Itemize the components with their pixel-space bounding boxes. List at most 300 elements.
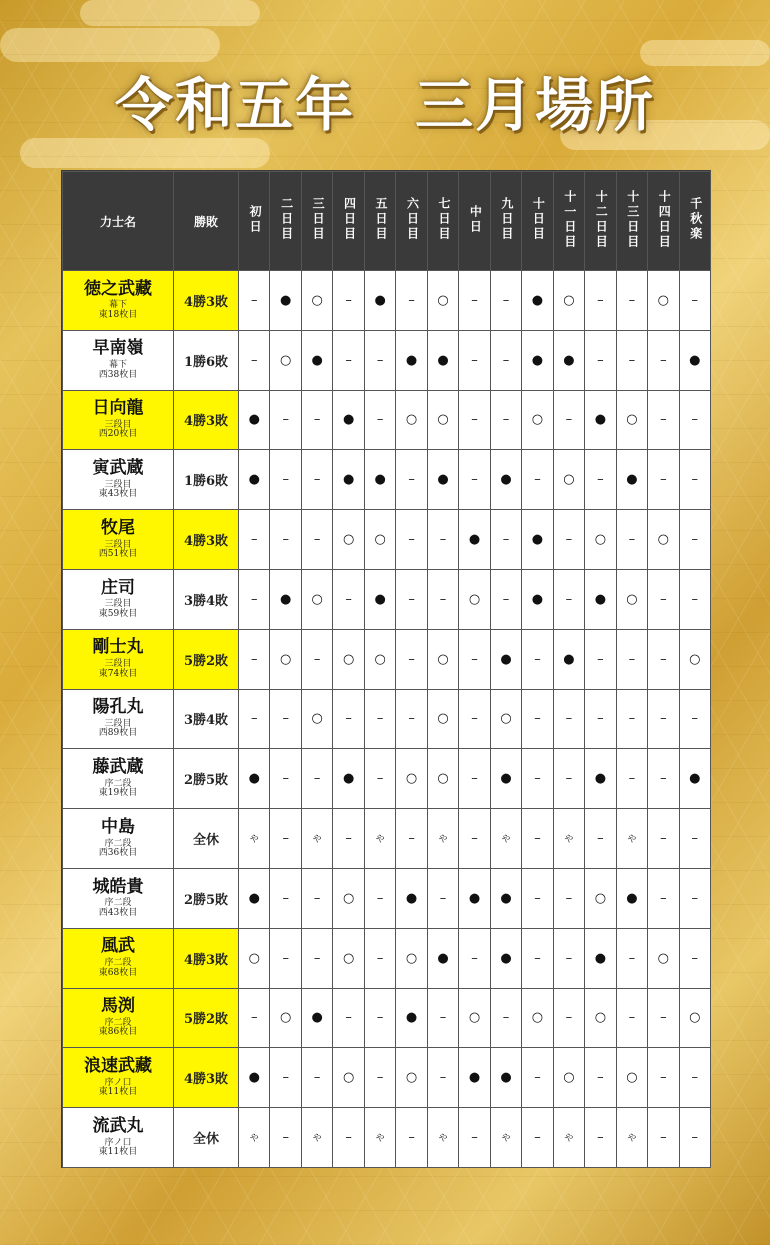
day-result-cell: –	[396, 510, 427, 570]
day-result-cell: ○	[333, 629, 364, 689]
day-result-cell: –	[459, 330, 490, 390]
day-result-cell: ○	[427, 749, 458, 809]
header-day-label: 九日目	[499, 197, 514, 242]
day-result-cell: –	[679, 689, 710, 749]
wrestler-name: 寅武蔵	[92, 457, 144, 478]
day-result-cell: –	[270, 390, 301, 450]
day-result-cell: ●	[239, 450, 270, 510]
day-result-cell: –	[648, 988, 679, 1048]
day-result-cell: –	[239, 569, 270, 629]
wrestler-rank: 西20枚目	[98, 429, 138, 440]
day-result-cell: –	[364, 330, 395, 390]
wrestler-cell	[63, 271, 174, 331]
day-result-cell: –	[616, 988, 647, 1048]
day-result-cell: ●	[490, 749, 521, 809]
wrestler-cell	[63, 629, 174, 689]
day-result-cell: –	[270, 749, 301, 809]
day-result-cell: –	[301, 390, 332, 450]
wrestler-division: 三段目	[104, 419, 132, 430]
header-day-11	[553, 172, 584, 271]
day-result-cell: ●	[490, 928, 521, 988]
day-result-cell: ○	[333, 510, 364, 570]
wrestler-division: 幕下	[108, 360, 127, 371]
wrestler-cell	[63, 1048, 174, 1108]
header-day-label: 七日目	[436, 197, 451, 242]
day-result-cell: や	[364, 809, 395, 869]
day-result-cell: –	[490, 569, 521, 629]
wrestler-name: 流武丸	[92, 1115, 144, 1136]
day-result-cell: –	[553, 390, 584, 450]
day-result-cell: ○	[364, 629, 395, 689]
wrestler-rank: 西36枚目	[98, 847, 138, 858]
record-cell: 4勝3敗	[174, 271, 239, 331]
wrestler-rank: 東11枚目	[98, 1146, 138, 1157]
day-result-cell: –	[585, 689, 616, 749]
wrestler-rank: 東43枚目	[98, 489, 138, 500]
day-result-cell: ●	[364, 450, 395, 510]
header-day-label: 初日	[248, 204, 263, 235]
day-result-cell: –	[333, 330, 364, 390]
record-cell: 4勝3敗	[174, 510, 239, 570]
header-day-label: 十一日目	[562, 189, 577, 250]
wrestler-rank: 東19枚目	[98, 788, 138, 799]
wrestler-division: 序ノ口	[104, 1077, 132, 1088]
day-result-cell: –	[333, 1108, 364, 1168]
wrestler-name: 牧尾	[101, 517, 135, 538]
wrestler-name: 藤武蔵	[92, 756, 144, 777]
table-body	[63, 271, 711, 1168]
day-result-cell: –	[522, 868, 553, 928]
header-day-7	[427, 172, 458, 271]
wrestler-division: 序二段	[104, 778, 132, 789]
day-result-cell: –	[553, 928, 584, 988]
day-result-cell: や	[239, 809, 270, 869]
wrestler-division: 序ノ口	[104, 1137, 132, 1148]
wrestler-cell	[63, 330, 174, 390]
header-day-4	[333, 172, 364, 271]
table-row	[63, 1108, 711, 1168]
wrestler-name: 風武	[101, 936, 135, 957]
record-cell: 3勝4敗	[174, 689, 239, 749]
wrestler-division: 序二段	[104, 898, 132, 909]
day-result-cell: –	[301, 928, 332, 988]
day-result-cell: ●	[616, 450, 647, 510]
day-result-cell: –	[333, 569, 364, 629]
wrestler-cell	[63, 928, 174, 988]
table-row	[63, 569, 711, 629]
day-result-cell: ●	[427, 450, 458, 510]
day-result-cell: ●	[427, 330, 458, 390]
header-day-15	[679, 172, 710, 271]
day-result-cell: ○	[239, 928, 270, 988]
wrestler-name: 日向龍	[92, 398, 144, 419]
day-result-cell: ○	[396, 1048, 427, 1108]
day-result-cell: ○	[427, 390, 458, 450]
day-result-cell: ○	[585, 510, 616, 570]
day-result-cell: ●	[396, 988, 427, 1048]
day-result-cell: –	[333, 988, 364, 1048]
wrestler-division: 三段目	[104, 659, 132, 670]
day-result-cell: ●	[553, 330, 584, 390]
day-result-cell: –	[459, 629, 490, 689]
day-result-cell: ○	[396, 928, 427, 988]
day-result-cell: や	[427, 1108, 458, 1168]
wrestler-name: 徳之武藏	[84, 278, 152, 299]
day-result-cell: –	[427, 1048, 458, 1108]
day-result-cell: ●	[364, 271, 395, 331]
header-day-12	[585, 172, 616, 271]
wrestler-name: 剛士丸	[92, 637, 144, 658]
header-day-label: 十二日目	[594, 189, 609, 250]
day-result-cell: –	[585, 450, 616, 510]
day-result-cell: –	[396, 450, 427, 510]
day-result-cell: –	[679, 450, 710, 510]
record-cell: 4勝3敗	[174, 928, 239, 988]
day-result-cell: ○	[427, 689, 458, 749]
day-result-cell: –	[553, 749, 584, 809]
day-result-cell: ●	[585, 569, 616, 629]
day-result-cell: –	[585, 330, 616, 390]
day-result-cell: –	[648, 569, 679, 629]
header-day-10	[522, 172, 553, 271]
day-result-cell: –	[239, 629, 270, 689]
day-result-cell: –	[301, 749, 332, 809]
day-result-cell: ●	[522, 271, 553, 331]
day-result-cell: –	[301, 868, 332, 928]
day-result-cell: ○	[301, 569, 332, 629]
day-result-cell: –	[396, 271, 427, 331]
day-result-cell: –	[648, 450, 679, 510]
day-result-cell: –	[553, 569, 584, 629]
day-result-cell: ●	[396, 868, 427, 928]
day-result-cell: ●	[239, 868, 270, 928]
table-row	[63, 928, 711, 988]
day-result-cell: –	[490, 510, 521, 570]
day-result-cell: ●	[522, 330, 553, 390]
day-result-cell: –	[239, 330, 270, 390]
day-result-cell: ○	[333, 868, 364, 928]
day-result-cell: –	[522, 1108, 553, 1168]
page-title: 令和五年 三月場所	[114, 71, 655, 139]
wrestler-name: 庄司	[101, 577, 135, 598]
day-result-cell: –	[679, 510, 710, 570]
day-result-cell: –	[396, 629, 427, 689]
day-result-cell: –	[490, 330, 521, 390]
day-result-cell: –	[301, 510, 332, 570]
wrestler-division: 三段目	[104, 599, 132, 610]
day-result-cell: –	[333, 271, 364, 331]
wrestler-division: 幕下	[108, 300, 127, 311]
cloud-decoration	[20, 138, 270, 168]
day-result-cell: –	[616, 749, 647, 809]
day-result-cell: ○	[301, 271, 332, 331]
day-result-cell: –	[459, 809, 490, 869]
day-result-cell: –	[239, 510, 270, 570]
day-result-cell: ●	[239, 390, 270, 450]
day-result-cell: –	[585, 271, 616, 331]
header-day-label: 十三日目	[625, 189, 640, 250]
day-result-cell: –	[490, 390, 521, 450]
record-cell: 1勝6敗	[174, 330, 239, 390]
day-result-cell: ○	[648, 271, 679, 331]
table-row	[63, 450, 711, 510]
wrestler-cell	[63, 749, 174, 809]
day-result-cell: –	[616, 629, 647, 689]
wrestler-rank: 東11枚目	[98, 1087, 138, 1098]
day-result-cell: –	[301, 629, 332, 689]
day-result-cell: ●	[270, 271, 301, 331]
day-result-cell: –	[522, 928, 553, 988]
header-day-label: 十四日目	[657, 189, 672, 250]
day-result-cell: ○	[364, 510, 395, 570]
day-result-cell: ●	[459, 1048, 490, 1108]
day-result-cell: –	[648, 390, 679, 450]
day-result-cell: –	[364, 390, 395, 450]
day-result-cell: ●	[679, 330, 710, 390]
day-result-cell: –	[585, 629, 616, 689]
day-result-cell: ●	[396, 330, 427, 390]
day-result-cell: ●	[522, 510, 553, 570]
day-result-cell: –	[648, 868, 679, 928]
wrestler-cell	[63, 689, 174, 749]
day-result-cell: –	[459, 749, 490, 809]
day-result-cell: ○	[616, 569, 647, 629]
record-cell: 2勝5敗	[174, 868, 239, 928]
record-cell: 5勝2敗	[174, 629, 239, 689]
header-record-col: 勝敗	[174, 172, 239, 271]
day-result-cell: –	[459, 928, 490, 988]
day-result-cell: ○	[459, 988, 490, 1048]
day-result-cell: –	[522, 1048, 553, 1108]
day-result-cell: –	[459, 450, 490, 510]
day-result-cell: –	[427, 988, 458, 1048]
day-result-cell: ○	[648, 510, 679, 570]
header-day-14	[648, 172, 679, 271]
day-result-cell: ●	[333, 450, 364, 510]
day-result-cell: –	[585, 1048, 616, 1108]
day-result-cell: –	[364, 1048, 395, 1108]
header-day-2	[270, 172, 301, 271]
day-result-cell: –	[679, 1108, 710, 1168]
wrestler-cell	[63, 1108, 174, 1168]
wrestler-rank: 西38枚目	[98, 369, 138, 380]
header-day-8	[459, 172, 490, 271]
day-result-cell: –	[333, 689, 364, 749]
day-result-cell: –	[270, 1108, 301, 1168]
day-result-cell: ●	[522, 569, 553, 629]
day-result-cell: ●	[459, 510, 490, 570]
day-result-cell: ●	[553, 629, 584, 689]
day-result-cell: ○	[270, 629, 301, 689]
day-result-cell: –	[301, 1048, 332, 1108]
day-result-cell: –	[239, 271, 270, 331]
day-result-cell: ○	[490, 689, 521, 749]
header-day-label: 三日目	[311, 197, 326, 242]
day-result-cell: –	[270, 450, 301, 510]
day-result-cell: –	[364, 689, 395, 749]
record-cell: 4勝3敗	[174, 1048, 239, 1108]
day-result-cell: ●	[585, 928, 616, 988]
day-result-cell: –	[553, 868, 584, 928]
day-result-cell: ○	[679, 629, 710, 689]
wrestler-name: 馬渕	[101, 996, 135, 1017]
day-result-cell: ●	[427, 928, 458, 988]
wrestler-cell	[63, 569, 174, 629]
day-result-cell: ○	[270, 988, 301, 1048]
day-result-cell: –	[522, 629, 553, 689]
header-day-label: 四日目	[342, 197, 357, 242]
day-result-cell: ●	[270, 569, 301, 629]
table-row	[63, 988, 711, 1048]
wrestler-rank: 西89枚目	[98, 728, 138, 739]
day-result-cell: –	[396, 569, 427, 629]
day-result-cell: –	[522, 689, 553, 749]
results-table	[62, 171, 711, 1168]
day-result-cell: ●	[301, 330, 332, 390]
day-result-cell: ○	[585, 868, 616, 928]
header-name-col: 力士名	[63, 172, 174, 271]
day-result-cell: –	[616, 689, 647, 749]
wrestler-division: 三段目	[104, 539, 132, 550]
wrestler-name: 早南嶺	[92, 338, 144, 359]
table-row	[63, 689, 711, 749]
day-result-cell: –	[553, 510, 584, 570]
wrestler-name: 陽孔丸	[92, 697, 144, 718]
wrestler-rank: 東74枚目	[98, 668, 138, 679]
day-result-cell: –	[585, 809, 616, 869]
header-day-label: 二日目	[279, 197, 294, 242]
day-result-cell: –	[270, 689, 301, 749]
wrestler-rank: 東18枚目	[98, 309, 138, 320]
day-result-cell: –	[679, 928, 710, 988]
day-result-cell: ●	[490, 868, 521, 928]
day-result-cell: –	[679, 868, 710, 928]
header-day-label: 千秋楽	[688, 197, 703, 242]
table-row	[63, 390, 711, 450]
day-result-cell: ●	[490, 450, 521, 510]
day-result-cell: ●	[585, 390, 616, 450]
day-result-cell: –	[616, 510, 647, 570]
record-cell: 全休	[174, 809, 239, 869]
day-result-cell: –	[270, 809, 301, 869]
wrestler-rank: 東68枚目	[98, 967, 138, 978]
wrestler-name: 中島	[101, 816, 135, 837]
day-result-cell: ○	[522, 988, 553, 1048]
day-result-cell: ○	[459, 569, 490, 629]
day-result-cell: や	[553, 809, 584, 869]
day-result-cell: ●	[679, 749, 710, 809]
header-day-label: 六日目	[405, 197, 420, 242]
wrestler-cell	[63, 988, 174, 1048]
record-cell: 3勝4敗	[174, 569, 239, 629]
day-result-cell: –	[396, 809, 427, 869]
table-header-row	[63, 172, 711, 271]
day-result-cell: ●	[459, 868, 490, 928]
day-result-cell: –	[648, 629, 679, 689]
day-result-cell: –	[459, 271, 490, 331]
record-cell: 1勝6敗	[174, 450, 239, 510]
day-result-cell: –	[427, 569, 458, 629]
day-result-cell: ○	[616, 390, 647, 450]
table-row	[63, 749, 711, 809]
day-result-cell: ○	[270, 330, 301, 390]
day-result-cell: –	[490, 988, 521, 1048]
day-result-cell: や	[427, 809, 458, 869]
day-result-cell: –	[239, 988, 270, 1048]
wrestler-division: 序二段	[104, 1017, 132, 1028]
day-result-cell: –	[239, 689, 270, 749]
day-result-cell: や	[490, 1108, 521, 1168]
wrestler-cell	[63, 809, 174, 869]
wrestler-division: 序二段	[104, 838, 132, 849]
day-result-cell: –	[553, 689, 584, 749]
day-result-cell: –	[364, 868, 395, 928]
day-result-cell: –	[396, 1108, 427, 1168]
wrestler-cell	[63, 510, 174, 570]
day-result-cell: ○	[427, 629, 458, 689]
day-result-cell: や	[364, 1108, 395, 1168]
day-result-cell: –	[364, 928, 395, 988]
day-result-cell: –	[522, 809, 553, 869]
header-day-13	[616, 172, 647, 271]
record-cell: 2勝5敗	[174, 749, 239, 809]
day-result-cell: –	[396, 689, 427, 749]
day-result-cell: –	[459, 1108, 490, 1168]
day-result-cell: –	[679, 1048, 710, 1108]
day-result-cell: –	[679, 271, 710, 331]
day-result-cell: –	[459, 390, 490, 450]
day-result-cell: ●	[333, 749, 364, 809]
day-result-cell: –	[301, 450, 332, 510]
day-result-cell: –	[648, 689, 679, 749]
day-result-cell: –	[522, 749, 553, 809]
day-result-cell: –	[648, 809, 679, 869]
day-result-cell: –	[616, 928, 647, 988]
day-result-cell: ○	[301, 689, 332, 749]
record-cell: 5勝2敗	[174, 988, 239, 1048]
cloud-decoration	[80, 0, 260, 26]
day-result-cell: ●	[490, 1048, 521, 1108]
day-result-cell: ○	[585, 988, 616, 1048]
day-result-cell: –	[333, 809, 364, 869]
day-result-cell: –	[427, 510, 458, 570]
day-result-cell: ●	[585, 749, 616, 809]
wrestler-cell	[63, 868, 174, 928]
wrestler-division: 序二段	[104, 958, 132, 969]
header-day-6	[396, 172, 427, 271]
day-result-cell: –	[679, 390, 710, 450]
day-result-cell: ○	[427, 271, 458, 331]
day-result-cell: ●	[490, 629, 521, 689]
table-row	[63, 1048, 711, 1108]
day-result-cell: ○	[396, 749, 427, 809]
day-result-cell: –	[270, 868, 301, 928]
day-result-cell: –	[427, 868, 458, 928]
record-cell: 4勝3敗	[174, 390, 239, 450]
day-result-cell: –	[364, 749, 395, 809]
day-result-cell: や	[553, 1108, 584, 1168]
day-result-cell: –	[648, 1108, 679, 1168]
day-result-cell: –	[648, 330, 679, 390]
day-result-cell: –	[616, 271, 647, 331]
day-result-cell: –	[648, 1048, 679, 1108]
day-result-cell: ○	[553, 271, 584, 331]
results-table-container	[61, 170, 711, 1168]
header-day-3	[301, 172, 332, 271]
wrestler-name: 浪速武藏	[84, 1055, 152, 1076]
day-result-cell: や	[239, 1108, 270, 1168]
day-result-cell: ○	[553, 1048, 584, 1108]
